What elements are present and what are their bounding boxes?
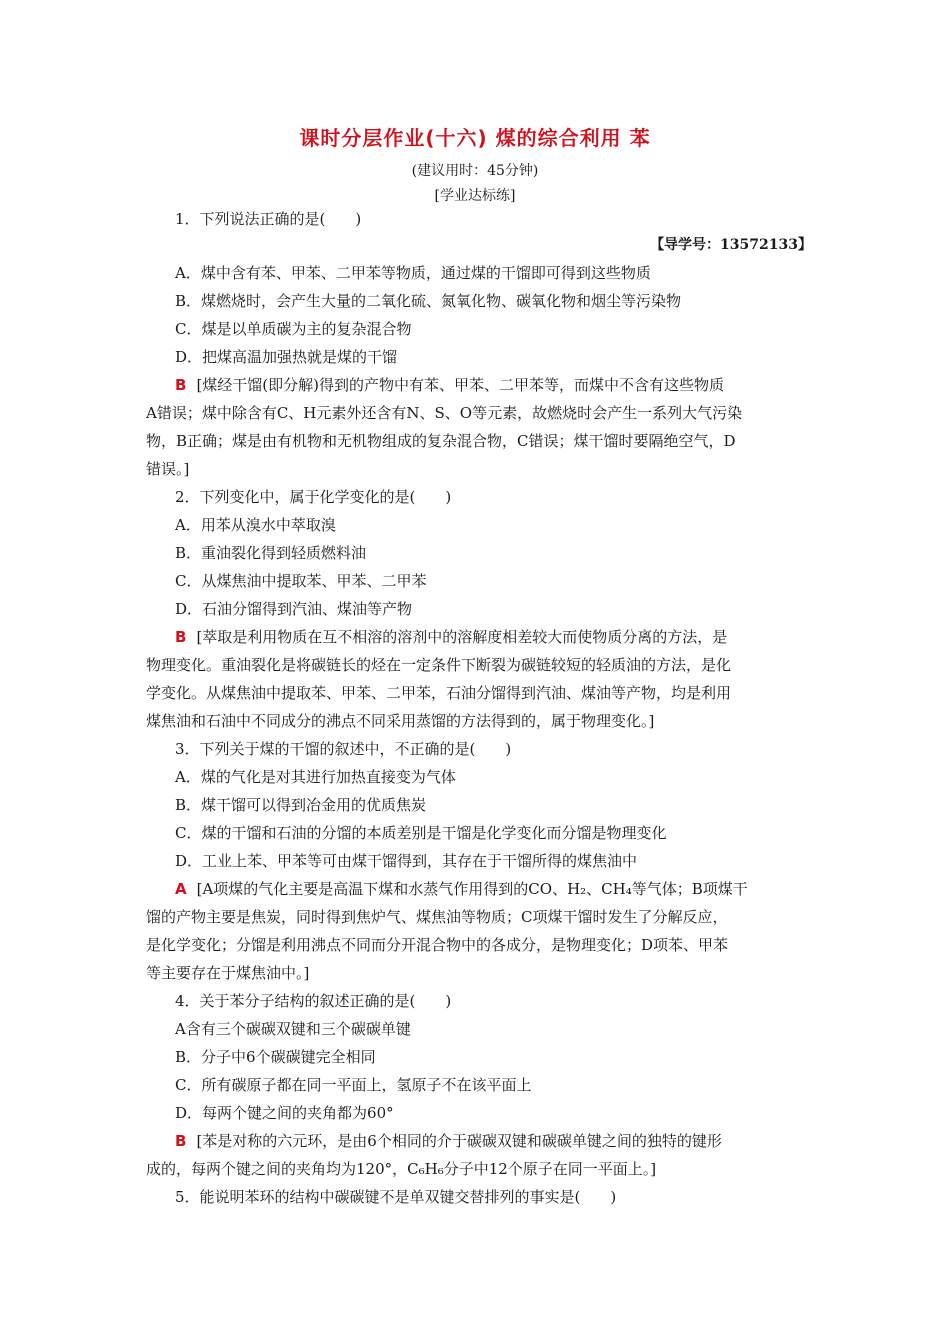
- section-heading: [学业达标练]: [434, 188, 516, 204]
- option-line: C．煤的干馏和石油的分馏的本质差别是干馏是化学变化而分馏是物理变化: [175, 824, 667, 842]
- page-title: 课时分层作业(十六) 煤的综合利用 苯: [299, 126, 651, 150]
- option-line: A．煤中含有苯、甲苯、二甲苯等物质，通过煤的干馏即可得到这些物质: [175, 264, 651, 282]
- option-line: A．用苯从溴水中萃取溴: [175, 516, 336, 534]
- question-2: 2．下列变化中，属于化学变化的是( ): [175, 488, 452, 506]
- question-3: 3．下列关于煤的干馏的叙述中，不正确的是( ): [175, 740, 512, 758]
- explanation-line: B [煤经干馏(即分解)得到的产物中有苯、甲苯、二甲苯等，而煤中不含有这些物质: [175, 376, 724, 394]
- explanation-line: 物，B正确；煤是由有机物和无机物组成的复杂混合物，C错误；煤干馏时要隔绝空气，D: [146, 432, 736, 450]
- option-line: C．从煤焦油中提取苯、甲苯、二甲苯: [175, 572, 427, 590]
- answer-letter: B: [175, 376, 187, 394]
- explanation-line: 学变化。从煤焦油中提取苯、甲苯、二甲苯，石油分馏得到汽油、煤油等产物，均是利用: [146, 684, 732, 702]
- explanation-line: 是化学变化；分馏是利用沸点不同而分开混合物中的各成分，是物理变化；D项苯、甲苯: [146, 936, 729, 954]
- explanation-line: 等主要存在于煤焦油中。]: [146, 964, 310, 982]
- explanation-line: 成的，每两个键之间的夹角均为120°，C₆H₆分子中12个原子在同一平面上。]: [146, 1160, 657, 1178]
- explanation-line: A [A项煤的气化主要是高温下煤和水蒸气作用得到的CO、H₂、CH₄等气体；B项煤干: [175, 880, 748, 898]
- option-line: D．每两个键之间的夹角都为60°: [175, 1104, 394, 1122]
- option-line: C．所有碳原子都在同一平面上，氢原子不在该平面上: [175, 1076, 532, 1094]
- explanation-line: 馏的产物主要是焦炭，同时得到焦炉气、煤焦油等物质；C项煤干馏时发生了分解反应，: [146, 908, 728, 926]
- option-line: C．煤是以单质碳为主的复杂混合物: [175, 320, 412, 338]
- option-line: D．工业上苯、甲苯等可由煤干馏得到，其存在于干馏所得的煤焦油中: [175, 852, 638, 870]
- explanation-line: B [萃取是利用物质在互不相溶的溶剂中的溶解度相差较大而使物质分离的方法，是: [175, 628, 728, 646]
- question-4: 4．关于苯分子结构的叙述正确的是( ): [175, 992, 452, 1010]
- explanation-line: B [苯是对称的六元环，是由6个相同的介于碳碳双键和碳碳单键之间的独特的键形: [175, 1132, 722, 1150]
- explanation-line: 错误。]: [146, 460, 190, 478]
- explanation-line: 煤焦油和石油中不同成分的沸点不同采用蒸馏的方法得到的，属于物理变化。]: [146, 712, 655, 730]
- option-line: B．煤干馏可以得到冶金用的优质焦炭: [175, 796, 427, 814]
- answer-letter: A: [175, 880, 187, 898]
- option-line: D．把煤高温加强热就是煤的干馏: [175, 348, 398, 366]
- option-line: A．煤的气化是对其进行加热直接变为气体: [175, 768, 456, 786]
- guide-number: 【导学号：13572133】: [650, 237, 812, 253]
- question-5: 5．能说明苯环的结构中碳碳键不是单双键交替排列的事实是( ): [175, 1188, 617, 1206]
- option-line: B．分子中6个碳碳键完全相同: [175, 1048, 376, 1066]
- answer-letter: B: [175, 628, 187, 646]
- answer-letter: B: [175, 1132, 187, 1150]
- explanation-line: A错误；煤中除含有C、H元素外还含有N、S、O等元素，故燃烧时会产生一系列大气污染: [146, 404, 743, 422]
- explanation-line: 物理变化。重油裂化是将碳链长的烃在一定条件下断裂为碳链较短的轻质油的方法，是化: [146, 656, 732, 674]
- option-line: B．煤燃烧时，会产生大量的二氧化硫、氮氧化物、碳氧化物和烟尘等污染物: [175, 292, 682, 310]
- question-1: 1．下列说法正确的是( ): [175, 210, 362, 228]
- time-hint: (建议用时：45分钟): [411, 163, 539, 179]
- option-line: A含有三个碳碳双键和三个碳碳单键: [175, 1020, 411, 1038]
- option-line: D．石油分馏得到汽油、煤油等产物: [175, 600, 413, 618]
- option-line: B．重油裂化得到轻质燃料油: [175, 544, 367, 562]
